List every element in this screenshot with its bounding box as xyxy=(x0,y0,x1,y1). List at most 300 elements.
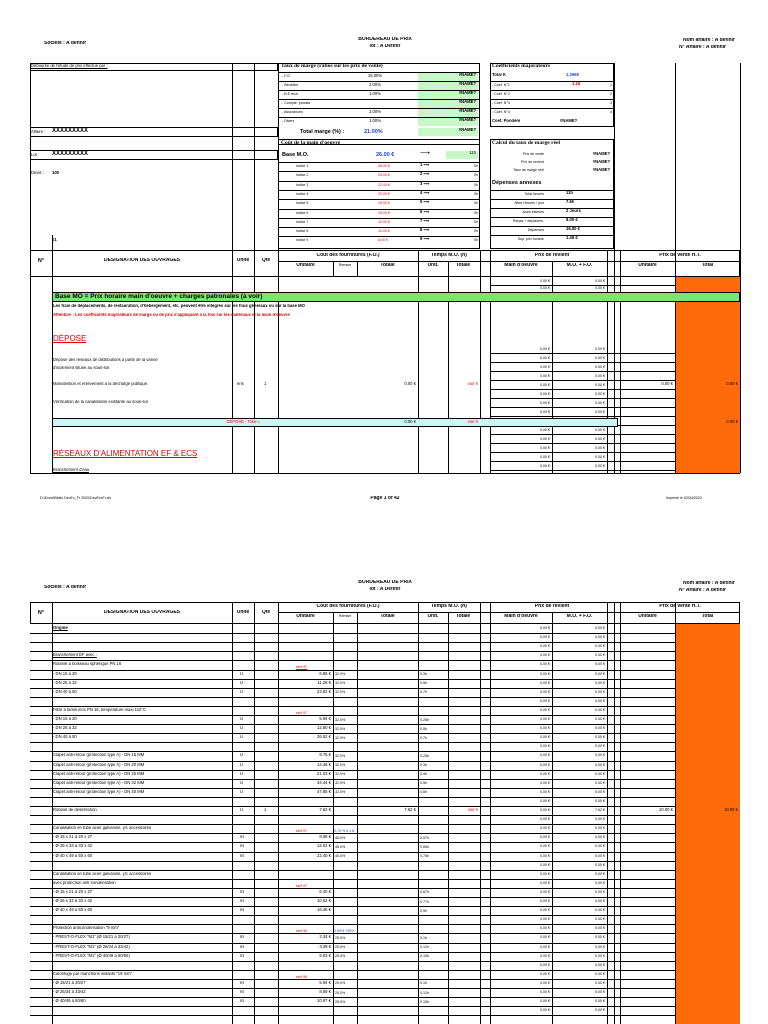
coef-row-n: 3 xyxy=(610,101,612,105)
annex-row-label: Nbre Heures / jour xyxy=(514,201,544,205)
row-time-unit: 0.5h xyxy=(420,681,427,686)
row-unit: ml xyxy=(240,889,245,894)
col-t-totale: Totale xyxy=(455,263,471,268)
row-unit-price: 5.94 € xyxy=(319,717,331,721)
revient-mofo-zero: 0.00 € xyxy=(595,853,605,858)
row-unit: ml xyxy=(240,999,245,1004)
indice-label: indice 3 xyxy=(296,182,309,187)
row-designation: - DN 25 à 32 xyxy=(53,680,77,685)
margin-row-label: - Compte. prorata xyxy=(282,100,311,105)
row-designation: - DN 25 à 32 xyxy=(53,726,77,731)
row-unit-price: 6.86 € xyxy=(319,671,331,676)
revient-mofo-zero: 0.00 € xyxy=(595,689,605,694)
table-row-line xyxy=(30,815,676,816)
row-remise: 32.0% xyxy=(335,672,346,676)
table-row-line xyxy=(30,697,676,698)
revient-main-zero: 0.00 € xyxy=(540,826,550,831)
row-unit: U xyxy=(240,771,244,776)
table-row-line xyxy=(30,842,676,843)
indice-arrow: 5 ⟶ xyxy=(420,200,430,205)
col-unitaire-2: Unitaire xyxy=(296,614,315,619)
row-tarif: tarif 97 xyxy=(296,883,307,888)
footer-path-1: D:\Excel\Biblio DevEx_Fr 2000\DevExcFr.xls xyxy=(40,496,112,500)
table-row-line xyxy=(30,1015,676,1016)
revient-main-zero: 0.00 € xyxy=(540,455,550,459)
table-row-line xyxy=(30,915,676,916)
annex-row-val: 1.46 € xyxy=(566,236,578,240)
row-unit-price: 14.48 € xyxy=(317,762,331,767)
revient-mofo-zero: 0.00 € xyxy=(595,771,605,776)
indice-arrow: 9 ⟶ xyxy=(420,237,430,242)
indice-arrow: 7 ⟶ xyxy=(420,218,430,223)
indice-value: 15.00 € xyxy=(378,210,390,215)
row-designation: - Ø 26/34 à 33/42 xyxy=(53,990,86,994)
col-revient-2: Prix de revient xyxy=(534,604,570,609)
study-label: Débourse de l'étude de prix effectué par : xyxy=(31,64,108,68)
table-row-line xyxy=(30,761,676,762)
company-label: Société : A définir xyxy=(44,41,87,46)
revient-main-zero: 0.00 € xyxy=(540,899,550,903)
revient-main-zero: 0.00 € xyxy=(540,717,550,721)
real-row-val: #NAME? xyxy=(592,160,610,164)
indice-value: 20.00 € xyxy=(378,191,390,196)
row-tarif: tarif 96 xyxy=(296,929,307,934)
row-designation: Branchement EF avec : xyxy=(53,653,97,658)
revient-main-zero: 0.00 € xyxy=(540,356,550,360)
sheet-lot-2: lot : A Définir xyxy=(369,587,401,592)
row-unit-price: 2.34 € xyxy=(319,935,331,940)
revient-mofo-zero: 0.00 € xyxy=(595,401,605,405)
footer-printed-1: Imprimé le 02/04/2023 xyxy=(666,496,702,500)
verif-label: Vérification de la canalisation existante au sous-sol xyxy=(53,400,148,404)
revient-mofo-zero: 0.00 € xyxy=(595,935,605,940)
coef-row-n: 1 xyxy=(610,83,612,87)
row-unit: U xyxy=(240,671,244,676)
row-designation: Filtre à tamis inox PN 16, température maxi 110°C xyxy=(53,707,147,712)
indice-hours: 0h xyxy=(474,229,478,234)
green-band-text: Base MO = Prix horaire main d'oeuvre + charges patronales (à voir) xyxy=(55,293,263,300)
indice-label: indice 6 xyxy=(296,210,309,215)
col-main-2: Main d'oeuvre xyxy=(504,614,538,619)
revient-mofo-zero: 0.00 € xyxy=(595,626,605,630)
revient-mofo-zero: 0.00 € xyxy=(595,347,605,351)
manut-pt: 0.00 € xyxy=(726,382,738,386)
revient-main-zero: 0.00 € xyxy=(540,971,550,976)
revient-main-zero: 0.00 € xyxy=(540,437,550,441)
note-2: Attention : Les coefficients majorateurs de marge ou de prix s'appliquant à la fois sur les matériaux et la main d'oeuvre xyxy=(53,313,290,317)
indice-label: indice 2 xyxy=(296,173,309,178)
row-remise: 45.0% xyxy=(335,854,346,858)
row-unit-price: 22.40 € xyxy=(317,853,331,858)
mo-title: Coût de la main d'oeuvre xyxy=(281,140,341,146)
margin-row-val: #NAME? xyxy=(418,109,478,117)
revient-mofo-zero: 0.00 € xyxy=(595,671,605,676)
annex-row-label: Total heures xyxy=(524,192,544,196)
col-unite-2: Unité xyxy=(236,610,250,615)
col-unitaire: Unitaire xyxy=(296,263,315,268)
manut-qty: 1 xyxy=(264,382,267,386)
row-time-unit: 0.6h xyxy=(420,790,427,795)
row-designation: Clapet anti-retour (protection type A) - DN 20 MM xyxy=(53,762,145,767)
row-designation: - PREST-O-FLEX "M1" (Ø 15/21 à 20/27) xyxy=(53,935,130,940)
num-value: 01 xyxy=(52,238,57,242)
row-remise: 25.0% xyxy=(335,935,346,940)
row-unit: U xyxy=(240,762,244,767)
row-time-total: voir h xyxy=(467,808,478,812)
row-designation: Protection anticondensation "9 mm" xyxy=(53,926,120,931)
revient-mofo-zero: 0.00 € xyxy=(595,446,605,450)
col-designation: DESIGNATION DES OUVRAGES xyxy=(103,258,181,263)
coef-title: Coefficients majorateurs xyxy=(492,63,551,69)
revient-main-zero: 0.00 € xyxy=(540,671,550,676)
indice-value: 10.00 € xyxy=(378,229,390,234)
real-margin-title: Calcul du taux de marge réel xyxy=(492,140,560,146)
row-unit-price: 8.08 € xyxy=(319,835,331,840)
table-row-line xyxy=(30,952,676,953)
table-row-line xyxy=(30,770,676,771)
margin-row-pct: 15.00% xyxy=(367,73,383,78)
revient-main-zero: 0.00 € xyxy=(540,347,550,351)
depose-title: DÉPOSE xyxy=(53,334,87,343)
affair-name-2: Nom affaire : A définir xyxy=(683,581,735,586)
row-designation: - Ø 26 x 34 à 33 x 42 xyxy=(53,899,93,903)
row-unit-price: 9.75 € xyxy=(319,753,331,758)
annex-row-val: 2 Jours xyxy=(566,209,581,213)
revient-main-zero: 0.00 € xyxy=(540,279,550,283)
revient-mofo-zero: 0.00 € xyxy=(595,862,605,867)
col-cout-2: Coût des fournitures (F.O.) xyxy=(316,604,380,609)
revient-mofo-zero: 0.00 € xyxy=(595,707,605,712)
revient-main-zero: 0.00 € xyxy=(540,680,550,685)
row-time-unit: 0.15h xyxy=(420,999,429,1004)
coef-total-val: 1.2668 xyxy=(566,73,579,77)
revient-main-zero: 0.00 € xyxy=(540,908,550,913)
real-row-val: #NAME? xyxy=(592,168,610,172)
row-time-unit: 0.7h xyxy=(420,735,427,740)
col-temps: Temps M.O. (h) xyxy=(431,253,467,258)
table-row-line xyxy=(30,642,676,643)
row-unit-price: 47.85 € xyxy=(317,789,331,794)
row-unit-price: 10.97 € xyxy=(317,999,331,1004)
table-row-line xyxy=(30,633,676,634)
revient-mofo-zero: 0.00 € xyxy=(595,899,605,903)
manut-time: voir h xyxy=(467,382,478,386)
row-unit: ml xyxy=(240,935,245,940)
revient-main-zero: 0.00 € xyxy=(540,844,550,849)
revient-mofo-zero: 0.00 € xyxy=(595,680,605,685)
revient-mofo-zero: 0.00 € xyxy=(595,980,605,985)
row-time-unit: 0.77h xyxy=(420,899,429,904)
revient-mofo-zero: 0.00 € xyxy=(595,817,605,822)
table-row-line xyxy=(30,970,676,971)
col-v-unitaire-2: Unitaire xyxy=(638,614,657,619)
annex-row-label: Repas + déplacem. xyxy=(512,219,544,223)
indice-label: indice 8 xyxy=(296,229,309,234)
revient-mofo-zero: 0.00 € xyxy=(595,926,605,931)
row-time-unit: 0.3h xyxy=(420,672,427,676)
real-row-label: Prix de vente xyxy=(523,152,544,156)
row-designation: avec protection anti-condensation xyxy=(53,880,116,885)
revient-mofo-zero: 0.00 € xyxy=(595,753,605,758)
revient-mofo-zero: 0.00 € xyxy=(595,990,605,994)
revient-main-zero: 0.00 € xyxy=(540,980,550,985)
revient-main-zero: 0.00 € xyxy=(540,644,550,649)
revient-mofo-zero: 0.00 € xyxy=(595,944,605,949)
revient-mofo-zero: 0.00 € xyxy=(595,698,605,703)
row-unit: U xyxy=(240,780,244,785)
row-unit-price: 8.69 € xyxy=(319,990,331,994)
revient-main-zero: 0.00 € xyxy=(540,953,550,958)
row-unit-price: 5.03 € xyxy=(319,953,331,958)
revient-main-zero: 0.00 € xyxy=(540,880,550,885)
table-row-line xyxy=(30,679,676,680)
coef-row-label: - Coef. N°2 xyxy=(492,92,510,96)
coef-row-val: 1.15 xyxy=(572,82,581,86)
revient-mofo-zero: 0.00 € xyxy=(595,871,605,876)
revient-main-zero: 0.00 € xyxy=(540,707,550,712)
depose-total-val: 0.00 € xyxy=(404,420,416,424)
revient-mofo-zero: 0.00 € xyxy=(595,744,605,749)
row-tarif-2: 0.70 % à 1.8 xyxy=(334,829,355,834)
annex-row-val: 7.6h xyxy=(566,200,575,204)
revient-main-zero: 0.00 € xyxy=(540,1008,550,1013)
indice-label: indice 1 xyxy=(296,164,309,168)
sheet-title: BORDEREAU DE PRIX xyxy=(358,37,412,42)
affaire-label: Affaire : xyxy=(31,130,46,134)
row-remise: 45.0% xyxy=(335,835,346,840)
revient-main-zero: 0.00 € xyxy=(540,689,550,694)
affair-number: N° Affaire : A définir xyxy=(679,45,727,50)
table-row-line xyxy=(30,715,676,716)
row-tarif: tarif 96 xyxy=(296,974,307,979)
revient-mofo-zero: 0.00 € xyxy=(595,835,605,840)
margin-row-label: - Divers xyxy=(282,118,295,123)
table-row-line xyxy=(30,1006,676,1007)
col-vente: Prix de vente H.T. xyxy=(659,253,701,258)
col-main: Main d'oeuvre xyxy=(504,263,538,268)
indice-value: 12.00 € xyxy=(378,219,390,224)
revient-mofo-zero: 0.00 € xyxy=(595,392,605,396)
row-remise: 32.0% xyxy=(335,690,346,695)
row-time-unit: 0.7h xyxy=(420,690,427,695)
base-mo-value: 26.00 € xyxy=(376,152,395,158)
margin-row-pct: 2.00% xyxy=(369,82,381,87)
lot-label: Lot : xyxy=(31,153,40,157)
revient-main-zero: 0.00 € xyxy=(540,726,550,731)
row-unit-price: 6.40 € xyxy=(319,889,331,894)
revient-mofo-zero: 0.00 € xyxy=(595,962,605,967)
table-row-line xyxy=(30,943,676,944)
row-unit-price: 16.46 € xyxy=(317,908,331,913)
row-designation: Clapet anti-retour (protection type A) - DN 15 MM xyxy=(53,753,145,758)
row-unit: ml xyxy=(240,953,245,958)
revient-main-zero: 0.00 € xyxy=(540,753,550,758)
row-time-unit: 0.65h xyxy=(420,844,429,849)
margin-row-label: - Bénéfice xyxy=(282,82,299,87)
coef-row-n: 4 xyxy=(610,110,612,114)
revient-mofo-zero: 0.00 € xyxy=(595,726,605,731)
annex-row-val: 8.00 € xyxy=(566,218,578,222)
table-row-line xyxy=(30,879,676,880)
row-remise: 25.0% xyxy=(335,954,346,959)
revient-main-zero: 0.00 € xyxy=(540,771,550,776)
revient-main-zero: 0.00 € xyxy=(540,962,550,967)
row-designation: - Ø 15 x 21 à 20 x 27 xyxy=(53,835,93,840)
base-mo-label: Base M.O. xyxy=(282,152,309,158)
indice-hours: 0h xyxy=(474,173,478,178)
margin-row-val: #NAME? xyxy=(418,73,478,81)
margin-row-pct: 1.00% xyxy=(369,91,381,96)
row-unit-price: 11.28 € xyxy=(317,680,331,685)
indice-arrow: 3 ⟶ xyxy=(420,181,430,186)
row-remise: 32.0% xyxy=(335,726,346,731)
table-row-line xyxy=(30,888,676,889)
revient-main-zero: 0.00 € xyxy=(540,917,550,922)
row-designation: Canalisation en tube acier galvanisé, y/c accessoires xyxy=(53,826,152,831)
margin-row-label: - F.G. xyxy=(282,73,291,78)
devis-label: Devis : xyxy=(31,171,44,175)
revient-mofo-zero: 0.00 € xyxy=(595,279,605,283)
row-designation: Robinet à boisseau sphérique PN 16 xyxy=(53,662,122,667)
indice-label: indice 9 xyxy=(296,238,309,243)
revient-mofo-zero: 0.00 € xyxy=(595,383,605,387)
depose-line-1: Dépose des réseaux de distributions à partir de la vanne xyxy=(53,358,158,362)
row-designation: - Ø 15/21 à 20/27 xyxy=(53,980,86,985)
revient-mofo-zero: 0.00 € xyxy=(595,762,605,767)
annex-row-val: 16.00 € xyxy=(566,227,580,231)
row-remise: 32.0% xyxy=(335,681,346,686)
col-v-unitaire: Unitaire xyxy=(638,263,657,268)
indice-arrow: 8 ⟶ xyxy=(420,228,430,233)
table-row-line xyxy=(30,788,676,789)
table-row-line xyxy=(30,861,676,862)
table-row-line xyxy=(30,651,676,652)
col-designation-2: DESIGNATION DES OUVRAGES xyxy=(103,610,181,615)
indice-label: indice 7 xyxy=(296,219,309,224)
revient-mofo-zero: 0.00 € xyxy=(595,780,605,785)
row-designation: Robinet de désinfection xyxy=(53,808,97,812)
revient-main-zero: 0.00 € xyxy=(540,780,550,785)
margin-row-val: #NAME? xyxy=(418,100,478,108)
revient-mofo-zero: 0.00 € xyxy=(595,437,605,441)
row-unit-price: 3.39 € xyxy=(319,944,331,949)
revient-mofo-zero: 0.00 € xyxy=(595,789,605,794)
col-qte: Qté xyxy=(261,258,271,263)
col-totale-2: Totale xyxy=(380,614,395,619)
revient-main-zero: 0.00 € xyxy=(540,383,550,387)
coef-row-label: - Coef. N°4 xyxy=(492,110,510,114)
table-row-line xyxy=(30,797,676,798)
manut-total: 0.00 € xyxy=(404,382,416,386)
devis-value: 100 xyxy=(52,171,59,175)
revient-mofo-zero: 0.00 € xyxy=(595,971,605,976)
revient-main-zero: 0.00 € xyxy=(540,853,550,858)
company-label-2: Société : A définir xyxy=(44,585,87,590)
revient-mofo-zero: 0.00 € xyxy=(595,844,605,849)
revient-mofo-zero: 0.00 € xyxy=(595,953,605,958)
note-1: Les frais de déplacements, de restauration, d'hébergement, etc. peuvent être intégrés sur les frais généraux ou sur la base MO xyxy=(53,304,305,308)
row-time-unit: 0.9h xyxy=(420,908,427,913)
indice-hours: 0h xyxy=(474,219,478,224)
row-unit: ml xyxy=(240,844,245,849)
revient-main-zero: 0.00 € xyxy=(540,944,550,949)
row-unit: U xyxy=(240,808,244,812)
table-row-line xyxy=(30,870,676,871)
revient-main-zero: 0.00 € xyxy=(540,626,550,630)
row-time-unit: 0.25h xyxy=(420,753,429,758)
row-designation: Origine xyxy=(53,626,68,630)
col-unit: Unit. xyxy=(427,263,439,268)
margin-row-pct: 2.00% xyxy=(369,109,381,114)
row-remise: 25.0% xyxy=(335,990,346,995)
table-row-line xyxy=(30,997,676,998)
real-row-label: Taux de marge réel xyxy=(513,168,544,172)
col-unit-2: Unit. xyxy=(427,614,439,619)
col-t-totale-2: Totale xyxy=(455,614,471,619)
row-remise: 25.0% xyxy=(335,999,346,1004)
margin-row-val: #NAME? xyxy=(418,91,478,99)
margin-row-label: - B.E tech. xyxy=(282,91,299,96)
row-designation: Clapet anti-retour (protection type A) - DN 25 MM xyxy=(53,771,145,776)
revient-main-zero: 0.00 € xyxy=(540,365,550,369)
margin-title: Taux de marge (ratios sur les prix de vente) xyxy=(281,63,383,69)
revient-mofo-zero: 0.00 € xyxy=(595,644,605,649)
revient-main-zero: 0.00 € xyxy=(540,392,550,396)
col-temps-2: Temps M.O. (h) xyxy=(431,604,467,609)
indice-label: indice 5 xyxy=(296,201,309,206)
revient-mofo-zero: 0.00 € xyxy=(595,908,605,913)
col-num: N° xyxy=(37,258,45,264)
row-unit: U xyxy=(240,789,244,794)
revient-main-zero: 0.00 € xyxy=(540,374,550,378)
revient-mofo-zero: 0.00 € xyxy=(595,798,605,803)
row-unit-price: 5.94 € xyxy=(319,980,331,985)
row-time-unit: 0.5h xyxy=(420,781,427,786)
row-designation: - PREST-O-FLEX "M1" (Ø 26/34 à 33/42) xyxy=(53,944,130,949)
depose-line-2: d'isolement située au sous-sol xyxy=(53,366,109,370)
revient-mofo-zero: 0.00 € xyxy=(595,880,605,885)
row-time-unit: 0.57h xyxy=(420,835,429,840)
revient-main-zero: 0.00 € xyxy=(540,862,550,867)
revient-mofo-zero: 0.00 € xyxy=(595,1008,605,1013)
row-unit: ml xyxy=(240,853,245,858)
real-row-label: Prix de revient xyxy=(521,160,544,164)
row-tarif: tarif 97 xyxy=(296,710,307,715)
revient-mofo-zero: 0.00 € xyxy=(595,653,605,658)
table-row-line xyxy=(30,670,676,671)
revient-mofo-zero: 0.00 € xyxy=(595,635,605,640)
row-unit: ml xyxy=(240,990,245,994)
row-sale-total: 10.00 € xyxy=(724,808,738,812)
row-remise: 32.0% xyxy=(335,717,346,722)
row-designation: - Ø 15 x 21 à 20 x 27 xyxy=(53,889,93,894)
revient-main-zero: 0.00 € xyxy=(540,410,550,414)
col-totale: Totale xyxy=(380,263,395,268)
manut-label: Manutention et enlèvement à la décharge publique. xyxy=(53,382,149,386)
revient-main-zero: 0.00 € xyxy=(540,889,550,894)
row-unit: ml xyxy=(240,944,245,949)
indice-value: 8.00 € xyxy=(378,238,388,243)
coef-pondere-label: Coef. Pondéré xyxy=(492,119,521,123)
margin-row-label: - Assurances xyxy=(282,109,303,114)
row-unit: ml xyxy=(240,835,245,840)
col-v-total-2: Total xyxy=(701,614,714,619)
revient-main-zero: 0.00 € xyxy=(540,464,550,468)
affair-name: Nom affaire : A définir xyxy=(683,38,735,43)
row-remise: 32.0% xyxy=(335,772,346,777)
revient-mofo-zero: 0.00 € xyxy=(595,999,605,1004)
table-row-line xyxy=(30,906,676,907)
